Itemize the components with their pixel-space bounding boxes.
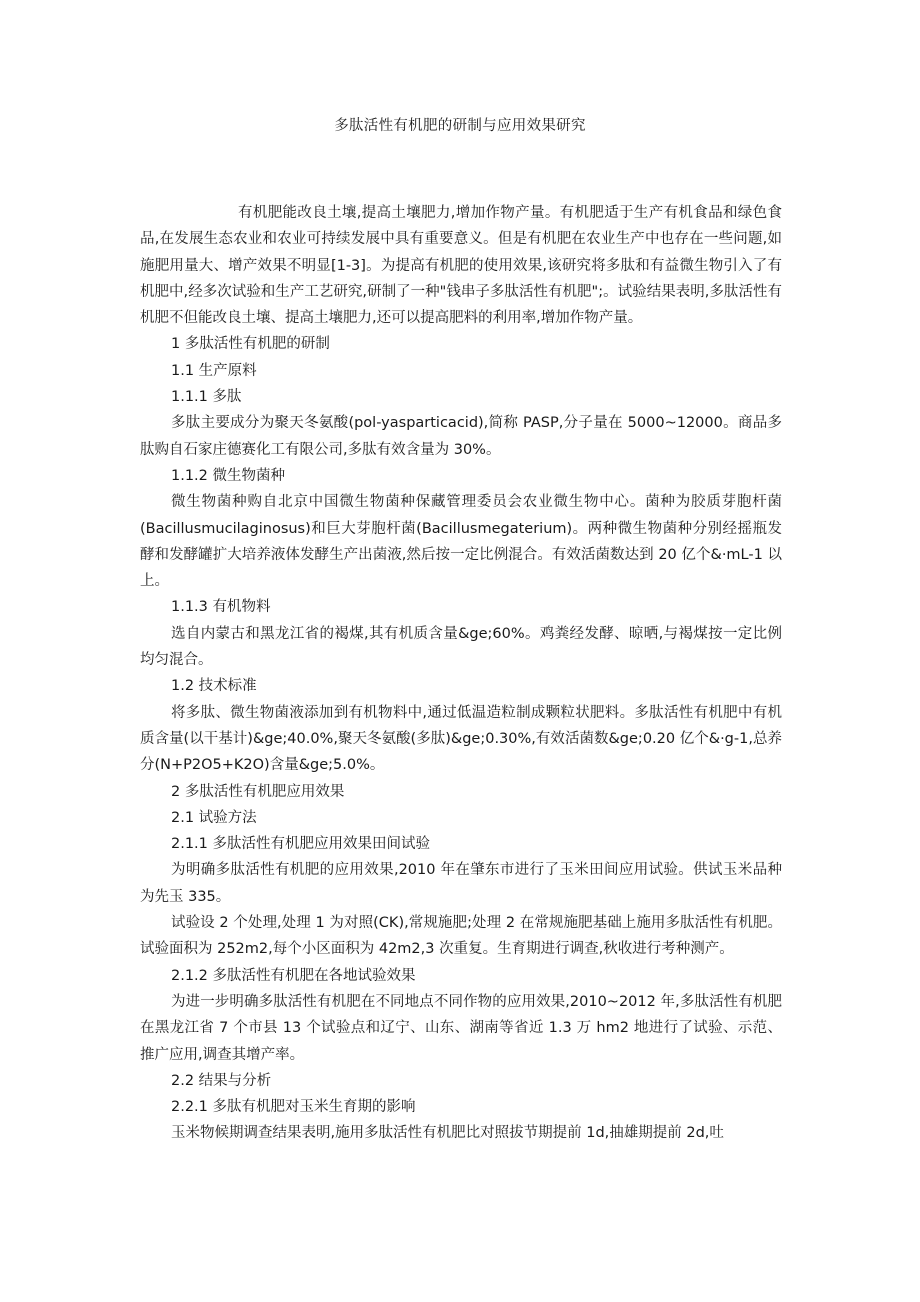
subsubsection-heading: 2.2.1 多肽有机肥对玉米生育期的影响 xyxy=(171,1099,416,1116)
body-paragraph: 选自内蒙古和黑龙江省的褐煤,其有机质含量&ge;60%。鸡粪经发酵、晾晒,与褐煤按一定比例均匀混合。 xyxy=(140,625,782,669)
subsection-heading: 2.2 结果与分析 xyxy=(171,1072,272,1089)
subsubsection-heading: 2.1.1 多肽活性有机肥应用效果田间试验 xyxy=(171,836,431,853)
intro-paragraph: 有机肥能改良土壤,提高土壤肥力,增加作物产量。有机肥适于生产有机食品和绿色食品,在发展生态农业和农业可持续发展中具有重要意义。但是有机肥在农业生产中也存在一些问题,如施肥用量大、增产效果不明显[1-3]。为提高有机肥的使用效果,该研究将多肽和有益微生物引入了有机肥中,经多次试验和生产工艺研究,研制了一种"钱串子多肽活性有机肥";。试验结果表明,多肽活性有机肥不但能改良土壤、提高土壤肥力,还可以提高肥料的利用率,增加作物产量。 xyxy=(140,205,782,327)
body-paragraph: 多肽主要成分为聚天冬氨酸(pol-yasparticacid),简称 PASP,分子量在 5000~12000。商品多肽购自石家庄德赛化工有限公司,多肽有效含量为 30%。 xyxy=(140,415,782,458)
section-heading: 1 多肽活性有机肥的研制 xyxy=(171,336,330,353)
document-title: 多肽活性有机肥的研制与应用效果研究 xyxy=(334,118,586,134)
subsubsection-heading: 1.1.1 多肽 xyxy=(171,389,242,406)
subsubsection-heading: 1.1.2 微生物菌种 xyxy=(171,467,286,484)
subsection-heading: 1.1 生产原料 xyxy=(171,362,257,379)
subsubsection-heading: 2.1.2 多肽活性有机肥在各地试验效果 xyxy=(171,967,416,984)
document-body xyxy=(140,200,782,1147)
subsection-heading: 2.1 试验方法 xyxy=(171,809,257,826)
section-heading: 2 多肽活性有机肥应用效果 xyxy=(171,783,345,800)
body-paragraph: 为明确多肽活性有机肥的应用效果,2010 年在肇东市进行了玉米田间应用试验。供试玉米品种为先玉 335。 xyxy=(140,862,782,905)
subsubsection-heading: 1.1.3 有机物料 xyxy=(171,599,271,616)
body-paragraph: 为进一步明确多肽活性有机肥在不同地点不同作物的应用效果,2010~2012 年,多肽活性有机肥在黑龙江省 7 个市县 13 个试验点和辽宁、山东、湖南等省近 1.3 万 hm2 地进行了试验、示范、推广应用,调查其增产率。 xyxy=(140,993,782,1063)
subsection-heading: 1.2 技术标准 xyxy=(171,678,257,695)
body-paragraph: 试验设 2 个处理,处理 1 为对照(CK),常规施肥;处理 2 在常规施肥基础上施用多肽活性有机肥。试验面积为 252m2,每个小区面积为 42m2,3 次重复。生育期进行调查,秋收进行考种测产。 xyxy=(140,915,782,958)
body-paragraph: 将多肽、微生物菌液添加到有机物料中,通过低温造粒制成颗粒状肥料。多肽活性有机肥中有机质含量(以干基计)&ge;40.0%,聚天冬氨酸(多肽)&ge;0.30%,有效活菌数&ge;0.20 亿个&·g-1,总养分(N+P2O5+K2O)含量&ge;5.0%。 xyxy=(140,704,782,774)
body-paragraph: 微生物菌种购自北京中国微生物菌种保藏管理委员会农业微生物中心。菌种为胶质芽胞杆菌(Bacillusmucilaginosus)和巨大芽胞杆菌(Bacillusmegaterium)。两种微生物菌种分别经摇瓶发酵和发酵罐扩大培养液体发酵生产出菌液,然后按一定比例混合。有效活菌数达到 20 亿个&·mL-1 以上。 xyxy=(140,494,782,590)
body-paragraph: 玉米物候期调查结果表明,施用多肽活性有机肥比对照拔节期提前 1d,抽雄期提前 2d,吐 xyxy=(171,1125,724,1142)
